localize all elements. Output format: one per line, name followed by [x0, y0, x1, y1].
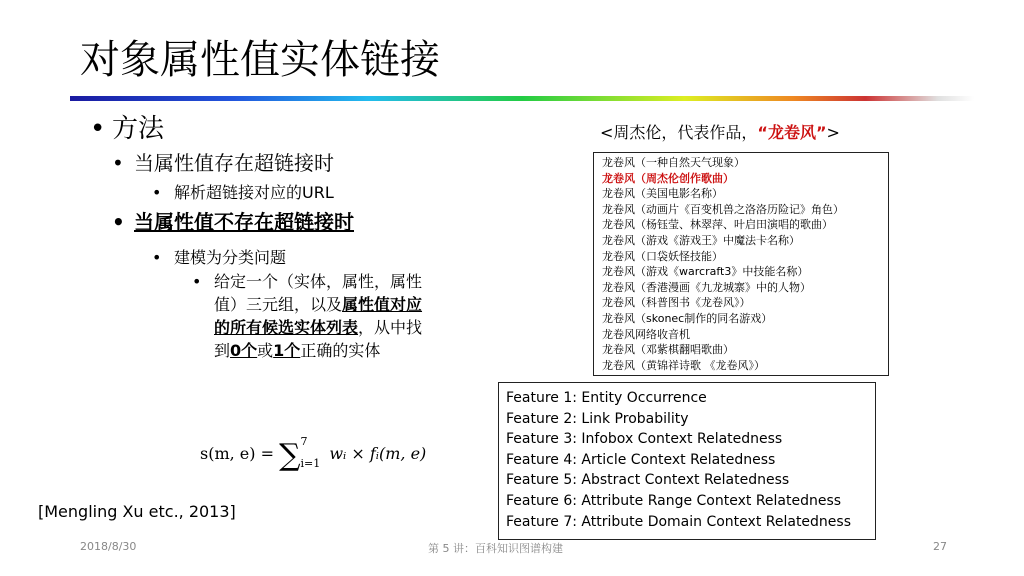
bullet-dot-icon: •	[90, 114, 106, 144]
bullet-dot-icon: •	[152, 183, 162, 202]
title-divider-gradient	[70, 96, 974, 101]
bullet-emphasis: 1个	[273, 341, 301, 360]
bullet-emphasis: 属性值对应	[342, 295, 423, 314]
bullet-dot-icon: •	[112, 151, 124, 175]
candidate-entity-item: 龙卷风（skonec制作的同名游戏）	[602, 311, 773, 325]
candidate-entity-item: 龙卷风（游戏《游戏王》中魔法卡名称）	[602, 233, 800, 247]
candidate-entity-item: 龙卷风（周杰伦创作歌曲）	[602, 171, 734, 185]
example-caption	[600, 120, 840, 143]
bullet-text: 解析超链接对应的URL	[174, 183, 334, 202]
candidate-entity-item: 龙卷风（口袋妖怪技能）	[602, 249, 723, 263]
summation-icon: ∑	[279, 438, 301, 473]
bullet-line	[214, 316, 472, 339]
summation-limits	[301, 436, 321, 470]
bullet-dot-icon: •	[192, 272, 202, 291]
feature-item: Feature 1: Entity Occurrence	[506, 390, 707, 406]
footer-lecture: 第 5 讲：百科知识图谱构建	[428, 542, 563, 555]
bullet-text: 当属性值不存在超链接时	[134, 210, 354, 234]
feature-item: Feature 5: Abstract Context Relatedness	[506, 472, 790, 489]
citation: [Mengling Xu etc., 2013]	[38, 502, 236, 521]
candidate-entity-list	[593, 152, 889, 376]
caption-highlight: “龙卷风”	[757, 123, 827, 142]
caption-suffix: >	[826, 123, 840, 142]
bullet-line	[214, 339, 472, 362]
candidate-entity-item: 龙卷风（黄锦祥诗歌 《龙卷风》）	[602, 358, 765, 372]
caption-prefix: <周杰伦，代表作品，	[600, 123, 758, 142]
footer-page-number: 27	[933, 540, 947, 553]
candidate-entity-item: 龙卷风（游戏《warcraft3》中技能名称）	[602, 265, 809, 279]
candidate-entity-item: 龙卷风（香港漫画《九龙城寨》中的人物）	[602, 280, 811, 294]
bullet-text: 值）三元组，以及	[214, 295, 343, 314]
bullet-level2-no-hyperlink	[112, 208, 354, 236]
bullet-text: 或	[257, 341, 274, 360]
candidate-entity-item: 龙卷风（邓紫棋翻唱歌曲）	[602, 343, 734, 357]
candidate-entity-item: 龙卷风（动画片《百变机兽之洛洛历险记》角色）	[602, 202, 844, 216]
candidate-entity-item: 龙卷风网络收音机	[602, 327, 690, 341]
bullet-level3-parse-url	[152, 181, 334, 205]
bullet-dot-icon: •	[112, 210, 125, 234]
candidate-entity-item: 龙卷风（杨钰莹、林翠萍、叶启田演唱的歌曲）	[602, 218, 833, 232]
footer-date: 2018/8/30	[80, 540, 137, 553]
bullet-level1	[90, 112, 164, 146]
bullet-dot-icon: •	[152, 248, 162, 267]
bullet-emphasis: 0个	[230, 341, 258, 360]
feature-item: Feature 6: Attribute Range Context Relatedness	[506, 492, 842, 509]
summation-upper: 7	[300, 435, 308, 448]
feature-item: Feature 2: Link Probability	[506, 410, 689, 427]
formula-lhs: s(m, e) =	[200, 444, 274, 463]
bullet-text: 正确的实体	[300, 341, 381, 360]
bullet-emphasis: 的所有候选实体列表	[214, 318, 359, 337]
bullet-level3-classification	[152, 246, 286, 270]
candidate-entity-item: 龙卷风（科普图书《龙卷风》）	[602, 296, 751, 310]
bullet-level4-description	[192, 270, 472, 362]
feature-list	[498, 382, 876, 540]
feature-item: Feature 3: Infobox Context Relatedness	[506, 431, 783, 448]
bullet-text: 方法	[112, 114, 165, 144]
bullet-text: 到	[214, 341, 231, 360]
formula-rhs: wᵢ × fᵢ(m, e)	[329, 444, 427, 463]
bullet-body	[214, 270, 472, 362]
bullet-line	[214, 270, 472, 293]
bullet-text: 建模为分类问题	[174, 248, 287, 267]
feature-item: Feature 7: Attribute Domain Context Relatedness	[506, 513, 852, 530]
candidate-entity-item: 龙卷风（美国电影名称）	[602, 187, 723, 201]
feature-item: Feature 4: Article Context Relatedness	[506, 451, 776, 468]
bullet-text: 给定一个（实体，属性，属性	[214, 272, 423, 291]
bullet-line	[214, 293, 472, 316]
candidate-entity-item: 龙卷风（一种自然天气现象）	[602, 156, 745, 169]
slide-title: 对象属性值实体链接	[80, 37, 440, 83]
summation-lower: i=1	[300, 457, 321, 470]
bullet-text: ，从中找	[358, 318, 423, 337]
scoring-formula	[200, 436, 426, 473]
bullet-level2-hyperlink	[112, 149, 334, 177]
bullet-text: 当属性值存在超链接时	[134, 151, 334, 175]
